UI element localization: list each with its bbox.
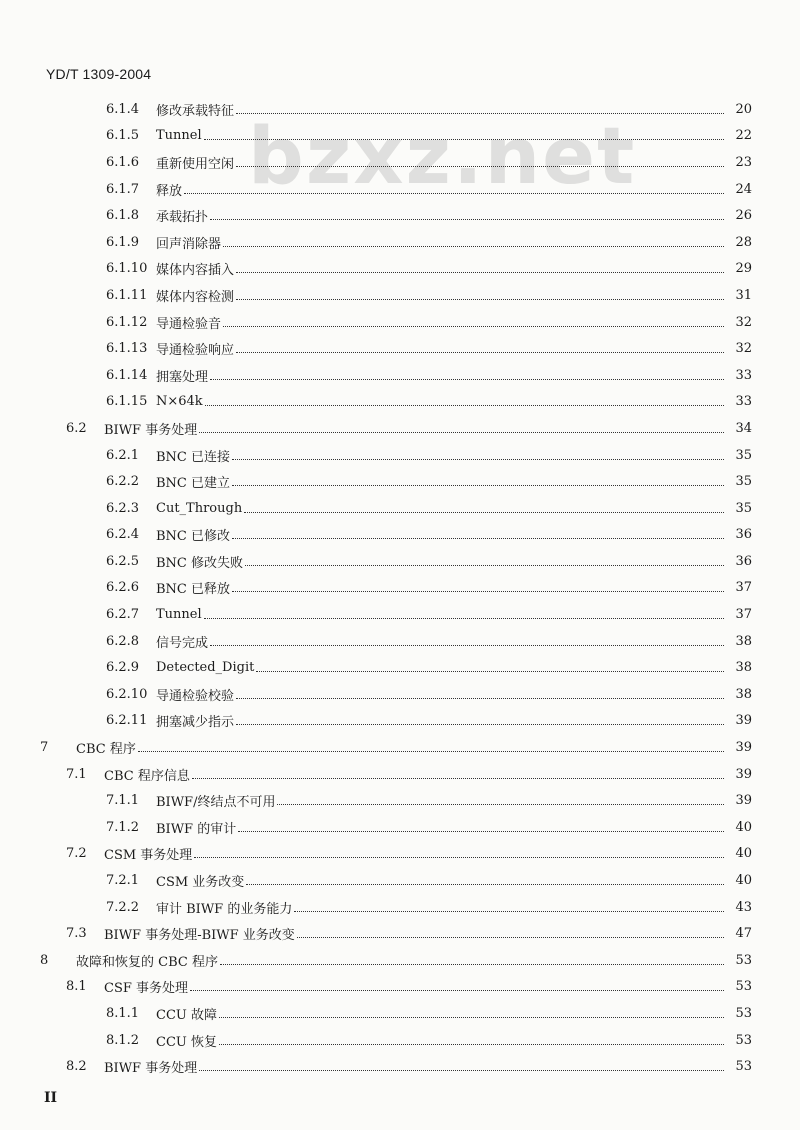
toc-entry[interactable] bbox=[0, 947, 800, 974]
toc-entry[interactable] bbox=[0, 149, 800, 176]
toc-entry-number: 6.2.1 bbox=[106, 447, 140, 463]
toc-entry-page: 38 bbox=[735, 633, 752, 649]
toc-entry[interactable] bbox=[0, 442, 800, 469]
toc-entry-page: 53 bbox=[735, 1059, 752, 1075]
toc-entry-number: 6.1.7 bbox=[106, 181, 140, 197]
dot-leader bbox=[236, 166, 724, 167]
toc-entry-number: 7.1.2 bbox=[106, 819, 140, 835]
toc-entry-number: 7.2 bbox=[66, 846, 87, 862]
toc-entry-page: 28 bbox=[735, 234, 752, 250]
toc-entry-page: 53 bbox=[735, 952, 752, 968]
toc-entry-page: 35 bbox=[735, 447, 752, 463]
toc-entry[interactable] bbox=[0, 894, 800, 921]
toc-entry-page: 37 bbox=[735, 607, 752, 623]
dot-leader bbox=[256, 671, 724, 672]
toc-entry[interactable] bbox=[0, 229, 800, 256]
toc-entry[interactable] bbox=[0, 654, 800, 681]
toc-entry-page: 23 bbox=[735, 154, 752, 170]
toc-entry-number: 6.2.6 bbox=[106, 580, 140, 596]
dot-leader bbox=[192, 778, 724, 779]
toc-entry-number: 6.2.9 bbox=[106, 660, 140, 676]
watermark-text: bzxz.net bbox=[248, 112, 637, 202]
toc-entry-page: 38 bbox=[735, 686, 752, 702]
toc-entry-title: Detected_Digit bbox=[156, 660, 255, 676]
toc-entry-number: 6.1.8 bbox=[106, 208, 140, 224]
toc-entry[interactable] bbox=[0, 309, 800, 336]
dot-leader bbox=[236, 299, 724, 300]
dot-leader bbox=[199, 1070, 724, 1071]
toc-entry-title: 修改承载特征 bbox=[156, 103, 235, 119]
toc-entry-page: 36 bbox=[735, 553, 752, 569]
toc-entry-number: 6.1.14 bbox=[106, 367, 148, 383]
toc-entry-title: CSM 事务处理 bbox=[104, 848, 193, 864]
toc-entry[interactable] bbox=[0, 708, 800, 735]
toc-entry[interactable] bbox=[0, 575, 800, 602]
toc-entry[interactable] bbox=[0, 202, 800, 229]
page-number: II bbox=[44, 1090, 58, 1106]
toc-entry-title: 媒体内容插入 bbox=[156, 263, 235, 279]
toc-entry-page: 31 bbox=[735, 287, 752, 303]
toc-entry-page: 37 bbox=[735, 580, 752, 596]
toc-entry-title: BIWF 事务处理-BIWF 业务改变 bbox=[104, 928, 295, 944]
toc-entry-page: 53 bbox=[735, 979, 752, 995]
toc-entry-page: 39 bbox=[735, 713, 752, 729]
toc-entry-number: 6.2.11 bbox=[106, 713, 148, 729]
toc-entry-number: 6.1.13 bbox=[106, 341, 148, 357]
toc-entry[interactable] bbox=[0, 601, 800, 628]
toc-entry-title: CCU 故障 bbox=[156, 1007, 217, 1023]
toc-entry-page: 32 bbox=[735, 314, 752, 330]
dot-leader bbox=[246, 884, 724, 885]
toc-entry[interactable] bbox=[0, 1053, 800, 1080]
toc-entry-title: 媒体内容检测 bbox=[156, 289, 235, 305]
toc-entry-number: 6.2.7 bbox=[106, 607, 140, 623]
toc-entry[interactable] bbox=[0, 176, 800, 203]
dot-leader bbox=[232, 485, 724, 486]
toc-entry-title: BNC 已释放 bbox=[156, 582, 231, 598]
toc-entry-page: 38 bbox=[735, 660, 752, 676]
toc-entry-number: 8.1.2 bbox=[106, 1032, 140, 1048]
toc-entry-page: 33 bbox=[735, 367, 752, 383]
toc-entry-title: BNC 已修改 bbox=[156, 529, 231, 545]
toc-entry-title: Tunnel bbox=[156, 128, 202, 144]
toc-entry-page: 34 bbox=[735, 420, 752, 436]
toc-entry-title: CSF 事务处理 bbox=[104, 981, 189, 997]
toc-entry-title: BNC 修改失败 bbox=[156, 555, 244, 571]
toc-entry-page: 29 bbox=[735, 261, 752, 277]
toc-entry-page: 40 bbox=[735, 819, 752, 835]
toc-entry[interactable] bbox=[0, 362, 800, 389]
toc-entry-title: 信号完成 bbox=[156, 635, 209, 651]
table-of-contents bbox=[0, 96, 800, 1080]
dot-leader bbox=[204, 139, 724, 140]
toc-entry-title: CCU 恢复 bbox=[156, 1034, 217, 1050]
dot-leader bbox=[236, 352, 724, 353]
toc-entry-number: 6.1.12 bbox=[106, 314, 148, 330]
toc-entry-title: BIWF 的审计 bbox=[156, 821, 237, 837]
toc-entry-title: BIWF 事务处理 bbox=[104, 1061, 198, 1077]
toc-entry-number: 7.3 bbox=[66, 926, 87, 942]
toc-entry[interactable] bbox=[0, 1027, 800, 1054]
toc-entry-page: 26 bbox=[735, 208, 752, 224]
dot-leader bbox=[232, 591, 724, 592]
toc-entry-number: 6.2 bbox=[66, 420, 87, 436]
toc-entry-page: 53 bbox=[735, 1032, 752, 1048]
dot-leader bbox=[210, 219, 724, 220]
toc-entry-title: Cut_Through bbox=[156, 500, 243, 516]
toc-entry[interactable] bbox=[0, 522, 800, 549]
toc-entry-page: 39 bbox=[735, 793, 752, 809]
dot-leader bbox=[184, 193, 724, 194]
dot-leader bbox=[244, 512, 724, 513]
dot-leader bbox=[138, 751, 724, 752]
toc-entry[interactable] bbox=[0, 681, 800, 708]
toc-entry[interactable] bbox=[0, 920, 800, 947]
toc-entry-number: 6.1.4 bbox=[106, 101, 140, 117]
dot-leader bbox=[236, 724, 724, 725]
toc-entry[interactable] bbox=[0, 256, 800, 283]
dot-leader bbox=[232, 459, 724, 460]
dot-leader bbox=[223, 326, 724, 327]
toc-entry-page: 20 bbox=[735, 101, 752, 117]
dot-leader bbox=[236, 698, 724, 699]
toc-entry-number: 7.2.2 bbox=[106, 899, 140, 915]
toc-entry-page: 22 bbox=[735, 128, 752, 144]
toc-entry-number: 6.1.15 bbox=[106, 394, 148, 410]
toc-entry-number: 8 bbox=[40, 952, 49, 968]
toc-entry-title: N×64k bbox=[156, 394, 203, 410]
dot-leader bbox=[194, 857, 724, 858]
toc-entry-title: CBC 程序 bbox=[76, 742, 136, 758]
toc-entry-page: 39 bbox=[735, 766, 752, 782]
dot-leader bbox=[190, 990, 724, 991]
dot-leader bbox=[297, 937, 724, 938]
toc-entry-number: 7.1 bbox=[66, 766, 87, 782]
toc-entry-title: 释放 bbox=[156, 183, 183, 199]
toc-entry-title: 拥塞减少指示 bbox=[156, 715, 235, 731]
toc-entry[interactable] bbox=[0, 814, 800, 841]
toc-entry-title: 重新使用空闲 bbox=[156, 156, 235, 172]
toc-entry-page: 32 bbox=[735, 341, 752, 357]
toc-entry-number: 6.1.10 bbox=[106, 261, 148, 277]
toc-entry-page: 24 bbox=[735, 181, 752, 197]
toc-entry[interactable] bbox=[0, 787, 800, 814]
toc-entry-number: 6.2.2 bbox=[106, 474, 140, 490]
toc-entry[interactable] bbox=[0, 468, 800, 495]
toc-entry-number: 6.1.5 bbox=[106, 128, 140, 144]
toc-entry[interactable] bbox=[0, 1000, 800, 1027]
toc-entry[interactable] bbox=[0, 761, 800, 788]
dot-leader bbox=[232, 538, 724, 539]
toc-entry-number: 7.1.1 bbox=[106, 793, 140, 809]
toc-entry-title: BIWF 事务处理 bbox=[104, 422, 198, 438]
dot-leader bbox=[205, 405, 724, 406]
toc-entry-number: 6.2.5 bbox=[106, 553, 140, 569]
toc-entry[interactable] bbox=[0, 974, 800, 1001]
toc-entry-title: 审计 BIWF 的业务能力 bbox=[156, 901, 293, 917]
toc-entry-title: 拥塞处理 bbox=[156, 369, 209, 385]
toc-entry-title: 故障和恢复的 CBC 程序 bbox=[76, 954, 218, 970]
toc-entry-page: 40 bbox=[735, 873, 752, 889]
toc-entry-number: 8.1.1 bbox=[106, 1005, 140, 1021]
toc-entry-number: 6.1.6 bbox=[106, 154, 140, 170]
toc-entry-title: 导通检验校验 bbox=[156, 688, 235, 704]
toc-entry-page: 35 bbox=[735, 500, 752, 516]
toc-entry-title: Tunnel bbox=[156, 607, 202, 623]
toc-entry[interactable] bbox=[0, 96, 800, 123]
toc-entry-title: BNC 已建立 bbox=[156, 476, 231, 492]
toc-entry-number: 6.2.10 bbox=[106, 686, 148, 702]
toc-entry-title: BNC 已连接 bbox=[156, 449, 231, 465]
dot-leader bbox=[277, 804, 724, 805]
toc-entry-number: 8.2 bbox=[66, 1059, 87, 1075]
toc-entry-title: 导通检验响应 bbox=[156, 343, 235, 359]
toc-entry-number: 6.2.3 bbox=[106, 500, 140, 516]
toc-entry-page: 53 bbox=[735, 1005, 752, 1021]
toc-entry-number: 8.1 bbox=[66, 979, 87, 995]
toc-entry-page: 36 bbox=[735, 527, 752, 543]
toc-entry-number: 6.1.9 bbox=[106, 234, 140, 250]
dot-leader bbox=[204, 618, 724, 619]
toc-entry-number: 7 bbox=[40, 740, 49, 756]
toc-entry-title: 承载拓扑 bbox=[156, 210, 209, 226]
toc-entry-title: CSM 业务改变 bbox=[156, 875, 245, 891]
toc-entry-number: 6.1.11 bbox=[106, 287, 148, 303]
toc-entry-title: CBC 程序信息 bbox=[104, 768, 190, 784]
toc-entry[interactable] bbox=[0, 841, 800, 868]
dot-leader bbox=[236, 113, 724, 114]
toc-entry-number: 6.2.4 bbox=[106, 527, 140, 543]
toc-entry-title: 导通检验音 bbox=[156, 316, 222, 332]
toc-entry[interactable] bbox=[0, 123, 800, 150]
toc-entry-title: 回声消除器 bbox=[156, 236, 222, 252]
toc-entry[interactable] bbox=[0, 389, 800, 416]
dot-leader bbox=[294, 911, 724, 912]
dot-leader bbox=[210, 645, 724, 646]
toc-entry-number: 6.2.8 bbox=[106, 633, 140, 649]
dot-leader bbox=[223, 246, 724, 247]
toc-entry-page: 35 bbox=[735, 474, 752, 490]
toc-entry-page: 39 bbox=[735, 740, 752, 756]
toc-entry[interactable] bbox=[0, 548, 800, 575]
toc-entry-page: 40 bbox=[735, 846, 752, 862]
toc-entry[interactable] bbox=[0, 628, 800, 655]
dot-leader bbox=[220, 964, 724, 965]
toc-entry[interactable] bbox=[0, 495, 800, 522]
toc-entry[interactable] bbox=[0, 335, 800, 362]
toc-entry[interactable] bbox=[0, 282, 800, 309]
dot-leader bbox=[210, 379, 724, 380]
dot-leader bbox=[238, 831, 724, 832]
dot-leader bbox=[236, 272, 724, 273]
toc-entry[interactable] bbox=[0, 415, 800, 442]
dot-leader bbox=[219, 1017, 724, 1018]
toc-entry-page: 33 bbox=[735, 394, 752, 410]
toc-entry-page: 47 bbox=[735, 926, 752, 942]
dot-leader bbox=[219, 1044, 724, 1045]
toc-entry-page: 43 bbox=[735, 899, 752, 915]
toc-entry-number: 7.2.1 bbox=[106, 873, 140, 889]
dot-leader bbox=[245, 565, 724, 566]
document-id: YD/T 1309-2004 bbox=[46, 66, 152, 82]
toc-entry[interactable] bbox=[0, 867, 800, 894]
dot-leader bbox=[199, 432, 724, 433]
toc-entry-title: BIWF/终结点不可用 bbox=[156, 795, 276, 811]
toc-entry[interactable] bbox=[0, 734, 800, 761]
